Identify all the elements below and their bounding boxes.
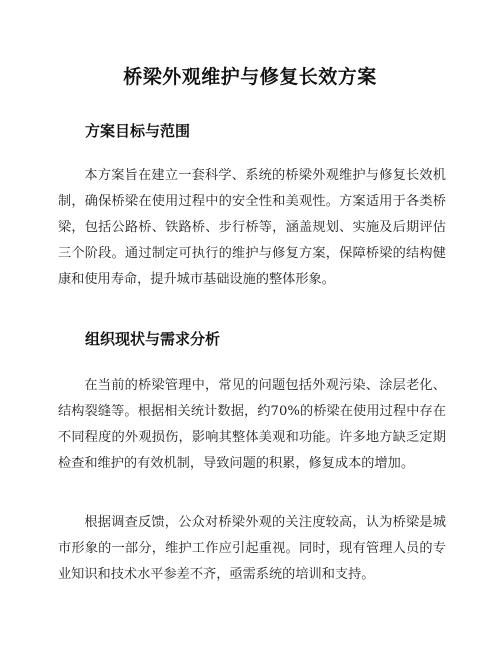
section-heading-status-needs: 组织现状与需求分析 [85,330,221,348]
paragraph-survey-feedback: 根据调查反馈，公众对桥梁外观的关注度较高，认为桥梁是城市形象的一部分，维护工作应引起重视。同时，现有管理人员的专业知识和技术水平参差不齐，亟需系统的培训和支持。 [58,515,446,582]
section-heading-goals-scope: 方案目标与范围 [85,122,191,140]
paragraph-status-problems: 在当前的桥梁管理中，常见的问题包括外观污染、涂层老化、结构裂缝等。根据相关统计数据，约70%的桥梁在使用过程中存在不同程度的外观损伤，影响其整体美观和功能。许多地方缺乏定期检查和维护的有效机制，导致问题的积累，修复成本的增加。 [58,378,446,471]
paragraph-goals-scope: 本方案旨在建立一套科学、系统的桥梁外观维护与修复长效机制，确保桥梁在使用过程中的安全性和美观性。方案适用于各类桥梁，包括公路桥、铁路桥、步行桥等，涵盖规划、实施及后期评估三个阶段。通过制定可执行的维护与修复方案，保障桥梁的结构健康和使用寿命，提升城市基础设施的整体形象。 [58,168,446,287]
document-title: 桥梁外观维护与修复长效方案 [123,66,377,88]
